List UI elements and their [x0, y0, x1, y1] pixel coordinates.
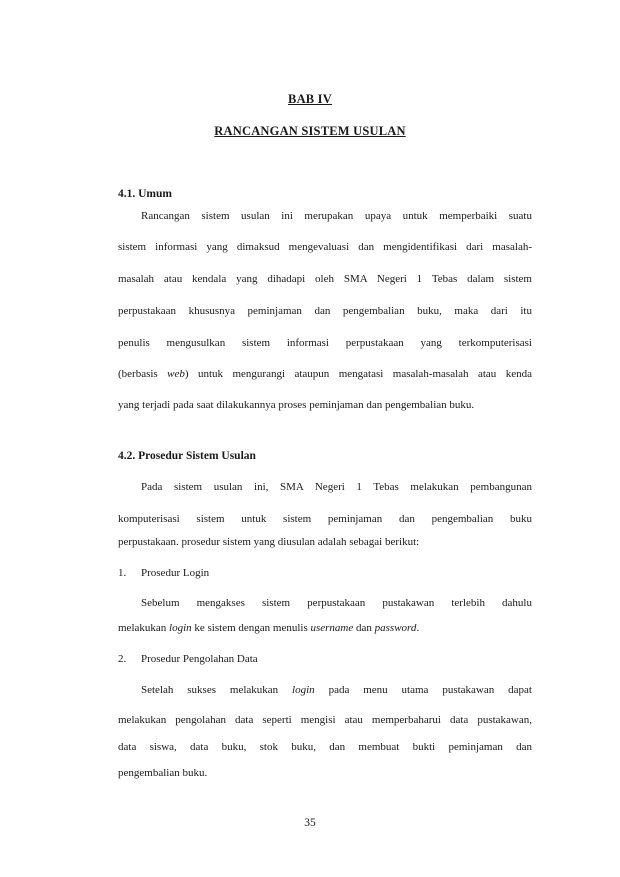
paragraph-line: sistem informasi yang dimaksud mengevaluasi dan mengidentifikasi dari masalah- [118, 241, 532, 253]
list-item-title: Prosedur Pengolahan Data [141, 653, 258, 665]
chapter-title: BAB IV [288, 92, 332, 106]
section-heading-umum: 4.1. Umum [118, 188, 172, 200]
list-item-number: 1. [118, 567, 127, 579]
paragraph-line: Setelah sukses melakukan login pada menu utama pustakawan dapat [141, 684, 532, 696]
paragraph-line: masalah atau kendala yang dihadapi oleh SMA Negeri 1 Tebas dalam sistem [118, 273, 532, 285]
paragraph-line: melakukan pengolahan data seperti mengisi atau memperbaharui data pustakawan, [118, 714, 532, 726]
list-item-title: Prosedur Login [141, 567, 210, 579]
paragraph-line: melakukan login ke sistem dengan menulis username dan password. [118, 622, 420, 634]
chapter-subtitle: RANCANGAN SISTEM USULAN [214, 124, 406, 138]
paragraph-line: perpustakaan. prosedur sistem yang diusulan adalah sebagai berikut: [118, 536, 420, 548]
paragraph-line: perpustakaan khususnya peminjaman dan pengembalian buku, maka dari itu [118, 305, 532, 317]
paragraph-line: Sebelum mengakses sistem perpustakaan pustakawan terlebih dahulu [141, 597, 532, 609]
paragraph-line: Rancangan sistem usulan ini merupakan upaya untuk memperbaiki suatu [141, 210, 532, 222]
paragraph-line: komputerisasi sistem untuk sistem peminjaman dan pengembalian buku [118, 513, 532, 525]
list-item-number: 2. [118, 653, 127, 665]
paragraph-line: penulis mengusulkan sistem informasi perpustakaan yang terkomputerisasi [118, 337, 532, 349]
page-number: 35 [304, 817, 316, 829]
section-heading-prosedur: 4.2. Prosedur Sistem Usulan [118, 450, 256, 462]
paragraph-line: Pada sistem usulan ini, SMA Negeri 1 Tebas melakukan pembangunan [141, 481, 532, 493]
paragraph-line: (berbasis web) untuk mengurangi ataupun mengatasi masalah-masalah atau kenda [118, 368, 532, 380]
paragraph-line: data siswa, data buku, stok buku, dan membuat bukti peminjaman dan [118, 741, 532, 753]
paragraph-line: yang terjadi pada saat dilakukannya proses peminjaman dan pengembalian buku. [118, 399, 475, 411]
paragraph-line: pengembalian buku. [118, 767, 208, 779]
